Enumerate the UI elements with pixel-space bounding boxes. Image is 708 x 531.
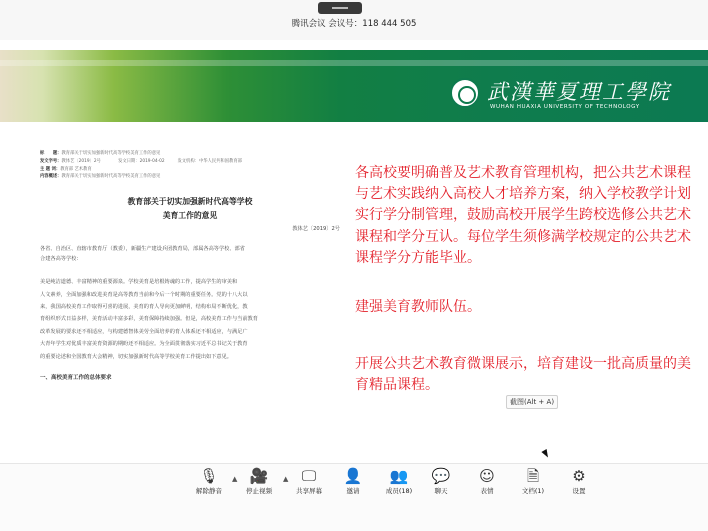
invite-user-icon: 👤 <box>343 467 363 485</box>
stop-video-button[interactable] <box>232 466 289 502</box>
emoji-icon: ☺ <box>479 467 495 485</box>
audio-options-chevron-icon[interactable]: ▲ <box>232 475 238 483</box>
doc-meta-row <box>40 166 340 174</box>
doc-meta-value: 教育部关于切实加强新时代高等学校美育工作的意见 <box>61 174 161 180</box>
paragraph-line: 美是纯洁道德、丰富精神的重要源泉。学校美育是培根铸魂的工作，提高学生的审美和 <box>40 279 238 286</box>
paragraph-line: 的重要论述和全国教育大会精神，切实加强新时代高等学校美育工作提出如下意见。 <box>40 353 232 360</box>
toolbar-label: 表情 <box>480 487 494 495</box>
university-name-en: WUHAN HUAXIA UNIVERSITY OF TECHNOLOGY <box>490 104 640 110</box>
paragraph-line: 大青年学生对优质丰富美育资源的期盼还不相适应。为全面贯彻落实习近平总书记关于教育 <box>40 341 248 348</box>
paragraph-line: 来，我国高校美育工作取得可喜的进展，美育的育人导向更加鲜明，结构布局不断优化，教 <box>40 304 248 310</box>
doc-paragraph <box>40 276 340 363</box>
university-logo-icon <box>450 78 480 108</box>
doc-meta-value: 教育部关于切实加强新时代高等学校美育工作的意见 <box>61 151 161 156</box>
settings-button[interactable] <box>552 466 606 502</box>
addressee-line: 各省、自治区、直辖市教育厅（教委），新疆生产建设兵团教育局，部属各高等学校、部省 <box>40 246 245 253</box>
paragraph-line: 育组织形式日益多样，美育活动丰富多彩，美育保障持续加强。但是，高校美育工作与当前教育 <box>40 316 258 323</box>
shared-document <box>40 150 340 470</box>
doc-meta-row <box>40 158 340 166</box>
unmute-button[interactable] <box>182 466 236 502</box>
toolbar-label: 文档(1) <box>521 487 545 495</box>
university-name-cn: 武漢華夏理工學院 <box>487 80 671 104</box>
doc-meta-key: 主 题 词： <box>40 166 61 172</box>
toolbar-label: 聊天 <box>434 487 448 495</box>
annotation-note-1: 各高校要明确普及艺术教育管理机构，把公共艺术课程与艺术实践纳入高校人才培养方案，纳入学校教学计划实行学分制管理，鼓励高校开展学生跨校选修公共艺术课程和学分互认。每位学生须修满学校规定的公共艺术课程学分方能毕业。 <box>355 165 691 266</box>
toolbar-label: 停止视频 <box>246 487 272 495</box>
doc-meta-row <box>40 173 340 181</box>
share-screen-icon: 🖵 <box>301 467 317 485</box>
paragraph-line: 人文素养，全面加强和改进美育是高等教育当前和今后一个时期的重要任务。党的十八大以 <box>40 291 248 298</box>
doc-meta-value: 教体艺〔2019〕2号 发文日期：2019-04-02 发文机构：中华人民共和国教育部 <box>61 158 242 164</box>
toolbar-label: 共享屏幕 <box>296 487 322 495</box>
video-options-chevron-icon[interactable]: ▲ <box>283 475 289 483</box>
drag-handle[interactable] <box>318 2 362 14</box>
doc-number: 教体艺〔2019〕2号 <box>292 226 340 233</box>
toolbar-label: 邀请 <box>346 487 360 495</box>
doc-meta-key: 发文字号： <box>40 158 62 164</box>
chat-icon: 💬 <box>431 467 451 485</box>
settings-icon: ⚙ <box>572 467 586 485</box>
toolbar-label: 设置 <box>572 487 586 495</box>
doc-title-line2: 美育工作的意见 <box>162 211 218 221</box>
doc-meta-value: 教育部 艺术教育 <box>60 166 92 172</box>
meeting-title-bar <box>0 0 708 40</box>
doc-addressee <box>40 244 340 264</box>
doc-meta-row <box>40 150 340 158</box>
section-heading: 一、高校美育工作的总体要求 <box>40 375 112 382</box>
annotation-note-2: 建强美育教师队伍。 <box>355 299 481 315</box>
meeting-title: 腾讯会议 会议号：118 444 505 <box>291 19 417 29</box>
doc-meta-key: 内容概述： <box>40 174 62 180</box>
doc-meta-key: 标 题： <box>40 151 62 156</box>
paragraph-line: 改革发展的要求还不相适应，与构建德智体美劳全面培养的育人体系还不相适应，与满足广 <box>40 328 248 335</box>
annotation-note-3: 开展公共艺术教育微课展示，培育建设一批高质量的美育精品课程。 <box>355 356 691 394</box>
mouse-cursor-icon <box>541 449 550 459</box>
addressee-line: 合建各高等学校： <box>40 256 82 263</box>
video-camera-icon: 🎥 <box>249 467 269 485</box>
banner-stripe <box>0 60 708 66</box>
muted-microphone-icon: 🎙 <box>199 467 219 485</box>
toolbar-label: 成员(18) <box>385 487 413 495</box>
toolbar-label: 解除静音 <box>196 487 222 495</box>
doc-title-line1: 教育部关于切实加强新时代高等学校 <box>127 197 253 207</box>
members-icon: 👥 <box>389 467 409 485</box>
document-icon: 🗎 <box>526 467 540 485</box>
screenshot-tooltip: 截图(Alt + A) <box>506 395 558 409</box>
